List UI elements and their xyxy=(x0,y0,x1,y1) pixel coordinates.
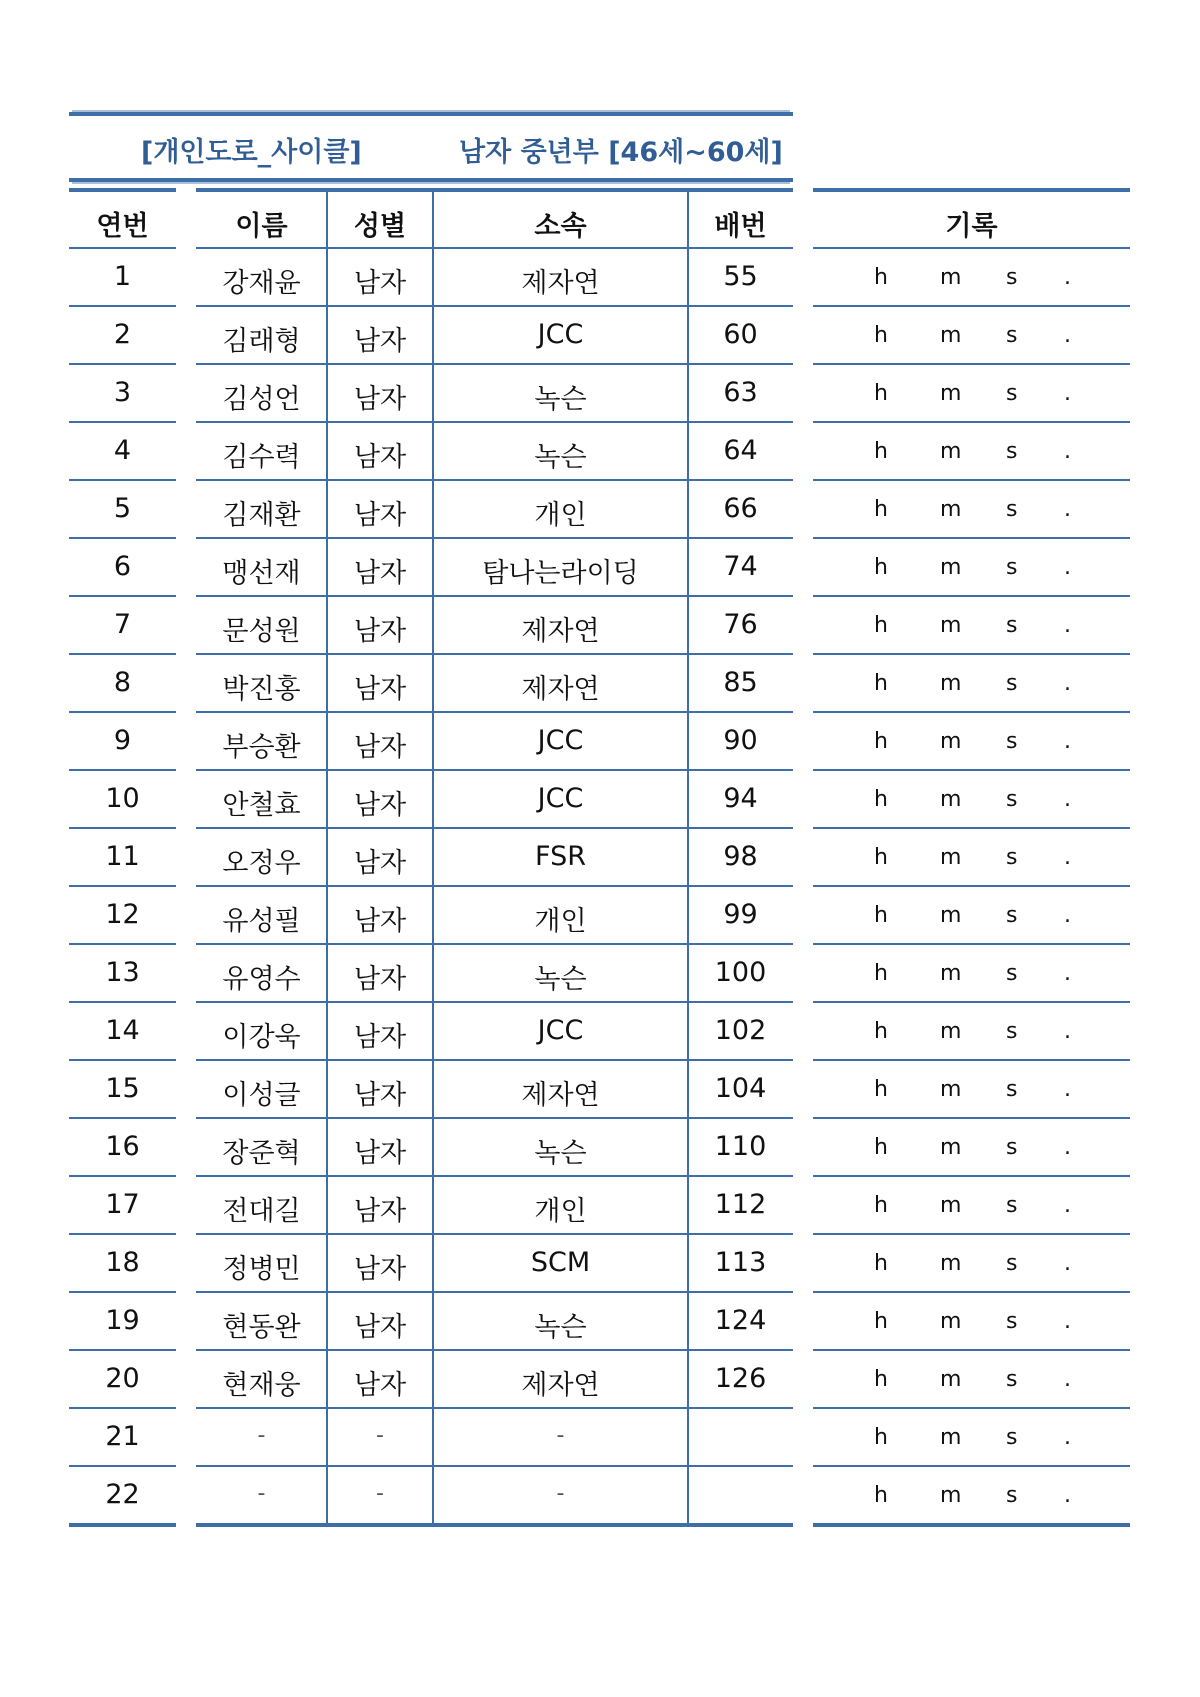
record-s-field[interactable]: s xyxy=(1006,671,1018,696)
row-divider xyxy=(69,1175,176,1177)
record-h-field[interactable]: h xyxy=(874,1019,888,1044)
cell-team: JCC xyxy=(537,319,584,350)
row-divider xyxy=(196,769,793,771)
row-divider xyxy=(813,827,1130,829)
record-s-field[interactable]: s xyxy=(1006,845,1018,870)
cell-team: 제자연 xyxy=(521,1080,600,1111)
record-m-field[interactable]: m xyxy=(940,787,962,812)
record-s-field[interactable]: s xyxy=(1006,1367,1018,1392)
record-dot-field[interactable]: . xyxy=(1064,555,1071,580)
header-record: 기록 xyxy=(945,211,998,242)
cell-bib: 113 xyxy=(714,1247,767,1278)
cell-gender: 남자 xyxy=(353,326,407,357)
cell-team: - xyxy=(556,1423,565,1448)
cell-team: 제자연 xyxy=(521,268,600,299)
cell-name: 오정우 xyxy=(222,848,301,879)
cell-team: 녹슨 xyxy=(534,442,587,473)
record-h-field[interactable]: h xyxy=(874,1309,888,1334)
row-divider xyxy=(69,1291,176,1293)
cell-bib: 85 xyxy=(723,667,758,698)
cell-team: 개인 xyxy=(534,1196,587,1227)
cell-no: 13 xyxy=(105,957,140,988)
record-dot-field[interactable]: . xyxy=(1064,1425,1071,1450)
record-s-field[interactable]: s xyxy=(1006,1251,1018,1276)
record-s-field[interactable]: s xyxy=(1006,1193,1018,1218)
row-divider xyxy=(813,1175,1130,1177)
record-h-field[interactable]: h xyxy=(874,1425,888,1450)
cell-team: SCM xyxy=(530,1247,591,1278)
row-divider xyxy=(196,827,793,829)
record-dot-field[interactable]: . xyxy=(1064,961,1071,986)
event-title: [개인도로_사이클] xyxy=(141,137,362,168)
cell-bib: 126 xyxy=(714,1363,767,1394)
cell-name: 박진홍 xyxy=(222,674,301,705)
cell-name: - xyxy=(257,1481,266,1506)
cell-gender: - xyxy=(376,1481,384,1506)
cell-team: FSR xyxy=(535,841,586,872)
record-s-field[interactable]: s xyxy=(1006,265,1018,290)
cell-gender: 남자 xyxy=(353,906,407,937)
cell-no: 18 xyxy=(105,1247,140,1278)
row-divider xyxy=(813,247,1130,249)
record-m-field[interactable]: m xyxy=(940,903,962,928)
row-divider xyxy=(69,943,176,945)
cell-bib: 90 xyxy=(723,725,758,756)
cell-no: 9 xyxy=(113,725,132,756)
record-s-field[interactable]: s xyxy=(1006,1135,1018,1160)
row-divider xyxy=(196,1001,793,1003)
row-divider xyxy=(69,363,176,365)
cell-team: 녹슨 xyxy=(534,384,587,415)
row-divider xyxy=(813,653,1130,655)
row-divider xyxy=(69,595,176,597)
record-dot-field[interactable]: . xyxy=(1064,671,1071,696)
record-dot-field[interactable]: . xyxy=(1064,1135,1071,1160)
record-s-field[interactable]: s xyxy=(1006,1019,1018,1044)
row-divider xyxy=(69,421,176,423)
header-bib: 배번 xyxy=(714,211,767,242)
row-divider xyxy=(196,363,793,365)
row-divider xyxy=(196,1349,793,1351)
cell-name: 문성원 xyxy=(222,616,301,647)
record-s-field[interactable]: s xyxy=(1006,1483,1018,1508)
cell-team: 개인 xyxy=(534,906,587,937)
cell-name: 김재환 xyxy=(222,500,301,531)
cell-gender: 남자 xyxy=(353,268,407,299)
cell-name: 맹선재 xyxy=(222,558,301,589)
row-divider xyxy=(196,885,793,887)
record-m-field[interactable]: m xyxy=(940,1367,962,1392)
row-divider xyxy=(69,479,176,481)
record-h-field[interactable]: h xyxy=(874,613,888,638)
cell-gender: 남자 xyxy=(353,790,407,821)
record-h-field[interactable]: h xyxy=(874,671,888,696)
cell-no: 5 xyxy=(113,493,132,524)
row-divider xyxy=(813,943,1130,945)
row-divider xyxy=(69,1349,176,1351)
record-m-field[interactable]: m xyxy=(940,613,962,638)
record-m-field[interactable]: m xyxy=(940,1251,962,1276)
cell-name: 강재윤 xyxy=(222,268,301,299)
row-divider xyxy=(69,769,176,771)
cell-bib: 99 xyxy=(723,899,758,930)
cell-gender: - xyxy=(376,1423,384,1448)
cell-gender: 남자 xyxy=(353,1080,407,1111)
record-s-field[interactable]: s xyxy=(1006,555,1018,580)
cell-gender: 남자 xyxy=(353,1312,407,1343)
cell-name: 김성언 xyxy=(222,384,301,415)
cell-team: JCC xyxy=(537,1015,584,1046)
row-divider xyxy=(196,943,793,945)
record-h-field[interactable]: h xyxy=(874,961,888,986)
record-h-field[interactable]: h xyxy=(874,1483,888,1508)
row-divider xyxy=(813,188,1130,192)
cell-name: 부승환 xyxy=(222,732,301,763)
row-divider xyxy=(196,247,793,249)
row-divider xyxy=(196,1059,793,1061)
record-m-field[interactable]: m xyxy=(940,961,962,986)
record-s-field[interactable]: s xyxy=(1006,439,1018,464)
record-h-field[interactable]: h xyxy=(874,323,888,348)
cell-no: 2 xyxy=(113,319,132,350)
cell-bib: 104 xyxy=(714,1073,767,1104)
record-h-field[interactable]: h xyxy=(874,265,888,290)
record-h-field[interactable]: h xyxy=(874,555,888,580)
cell-team: 제자연 xyxy=(521,674,600,705)
cell-team: 녹슨 xyxy=(534,964,587,995)
row-divider xyxy=(813,363,1130,365)
row-divider xyxy=(69,537,176,539)
row-divider xyxy=(813,769,1130,771)
cell-name: 현동완 xyxy=(222,1312,301,1343)
row-divider xyxy=(196,653,793,655)
cell-team: - xyxy=(556,1481,565,1506)
cell-no: 20 xyxy=(105,1363,140,1394)
cell-no: 1 xyxy=(113,261,132,292)
row-divider xyxy=(69,305,176,307)
record-dot-field[interactable]: . xyxy=(1064,903,1071,928)
row-divider xyxy=(196,1233,793,1235)
row-divider xyxy=(69,1059,176,1061)
cell-bib: 66 xyxy=(723,493,758,524)
record-h-field[interactable]: h xyxy=(874,729,888,754)
row-divider xyxy=(196,305,793,307)
row-divider xyxy=(69,1117,176,1119)
record-s-field[interactable]: s xyxy=(1006,1077,1018,1102)
record-h-field[interactable]: h xyxy=(874,1367,888,1392)
record-dot-field[interactable]: . xyxy=(1064,1483,1071,1508)
cell-name: 안철효 xyxy=(222,790,301,821)
record-h-field[interactable]: h xyxy=(874,1251,888,1276)
division-title: 남자 중년부 [46세~60세] xyxy=(459,137,783,168)
record-dot-field[interactable]: . xyxy=(1064,323,1071,348)
cell-gender: 남자 xyxy=(353,384,407,415)
record-m-field[interactable]: m xyxy=(940,1193,962,1218)
cell-team: 녹슨 xyxy=(534,1138,587,1169)
cell-no: 21 xyxy=(105,1421,140,1452)
cell-team: JCC xyxy=(537,783,584,814)
record-dot-field[interactable]: . xyxy=(1064,439,1071,464)
row-divider xyxy=(196,1175,793,1177)
row-divider xyxy=(813,1465,1130,1467)
cell-gender: 남자 xyxy=(353,848,407,879)
cell-no: 3 xyxy=(113,377,132,408)
row-divider xyxy=(196,1117,793,1119)
row-divider xyxy=(69,1001,176,1003)
cell-name: 김래형 xyxy=(222,326,301,357)
cell-bib: 64 xyxy=(723,435,758,466)
cell-no: 16 xyxy=(105,1131,140,1162)
row-divider xyxy=(69,1523,176,1527)
record-m-field[interactable]: m xyxy=(940,439,962,464)
record-s-field[interactable]: s xyxy=(1006,729,1018,754)
record-s-field[interactable]: s xyxy=(1006,1425,1018,1450)
cell-gender: 남자 xyxy=(353,442,407,473)
record-h-field[interactable]: h xyxy=(874,787,888,812)
record-dot-field[interactable]: . xyxy=(1064,787,1071,812)
cell-team: 제자연 xyxy=(521,616,600,647)
cell-no: 7 xyxy=(113,609,132,640)
record-h-field[interactable]: h xyxy=(874,845,888,870)
row-divider xyxy=(196,711,793,713)
record-dot-field[interactable]: . xyxy=(1064,1077,1071,1102)
row-divider xyxy=(69,653,176,655)
cell-gender: 남자 xyxy=(353,1370,407,1401)
record-dot-field[interactable]: . xyxy=(1064,729,1071,754)
row-divider xyxy=(813,1117,1130,1119)
record-m-field[interactable]: m xyxy=(940,729,962,754)
row-divider xyxy=(196,1523,793,1527)
cell-no: 4 xyxy=(113,435,132,466)
cell-no: 17 xyxy=(105,1189,140,1220)
header-name: 이름 xyxy=(235,211,288,242)
row-divider xyxy=(196,537,793,539)
record-h-field[interactable]: h xyxy=(874,439,888,464)
cell-gender: 남자 xyxy=(353,500,407,531)
record-s-field[interactable]: s xyxy=(1006,323,1018,348)
row-divider xyxy=(813,305,1130,307)
cell-no: 19 xyxy=(105,1305,140,1336)
record-m-field[interactable]: m xyxy=(940,1077,962,1102)
record-dot-field[interactable]: . xyxy=(1064,1251,1071,1276)
cell-gender: 남자 xyxy=(353,558,407,589)
cell-team: 개인 xyxy=(534,500,587,531)
cell-team: 녹슨 xyxy=(534,1312,587,1343)
record-dot-field[interactable]: . xyxy=(1064,1019,1071,1044)
record-m-field[interactable]: m xyxy=(940,1135,962,1160)
row-divider xyxy=(813,885,1130,887)
row-divider xyxy=(196,1465,793,1467)
cell-bib: 98 xyxy=(723,841,758,872)
cell-no: 12 xyxy=(105,899,140,930)
row-divider xyxy=(69,885,176,887)
record-s-field[interactable]: s xyxy=(1006,903,1018,928)
record-m-field[interactable]: m xyxy=(940,1309,962,1334)
cell-gender: 남자 xyxy=(353,1254,407,1285)
header-no: 연번 xyxy=(96,211,149,242)
cell-bib: 60 xyxy=(723,319,758,350)
row-divider xyxy=(813,1233,1130,1235)
record-dot-field[interactable]: . xyxy=(1064,1309,1071,1334)
record-m-field[interactable]: m xyxy=(940,381,962,406)
cell-name: 이강욱 xyxy=(222,1022,301,1053)
cell-name: 장준혁 xyxy=(222,1138,301,1169)
row-divider xyxy=(69,1407,176,1409)
record-s-field[interactable]: s xyxy=(1006,613,1018,638)
cell-name: 전대길 xyxy=(222,1196,301,1227)
cell-no: 14 xyxy=(105,1015,140,1046)
record-h-field[interactable]: h xyxy=(874,1135,888,1160)
header-gender: 성별 xyxy=(353,211,407,242)
record-m-field[interactable]: m xyxy=(940,497,962,522)
row-divider xyxy=(813,537,1130,539)
cell-gender: 남자 xyxy=(353,732,407,763)
row-divider xyxy=(813,1407,1130,1409)
cell-name: 정병민 xyxy=(222,1254,301,1285)
row-divider xyxy=(813,1349,1130,1351)
record-s-field[interactable]: s xyxy=(1006,787,1018,812)
cell-gender: 남자 xyxy=(353,964,407,995)
record-m-field[interactable]: m xyxy=(940,555,962,580)
row-divider xyxy=(69,247,176,249)
cell-team: 탐나는라이딩 xyxy=(482,558,639,589)
cell-gender: 남자 xyxy=(353,616,407,647)
row-divider xyxy=(69,1233,176,1235)
cell-team: 제자연 xyxy=(521,1370,600,1401)
record-h-field[interactable]: h xyxy=(874,1193,888,1218)
record-s-field[interactable]: s xyxy=(1006,961,1018,986)
row-divider xyxy=(196,1407,793,1409)
row-divider xyxy=(813,421,1130,423)
cell-no: 10 xyxy=(105,783,140,814)
cell-bib: 63 xyxy=(723,377,758,408)
record-m-field[interactable]: m xyxy=(940,323,962,348)
row-divider xyxy=(813,1291,1130,1293)
record-dot-field[interactable]: . xyxy=(1064,1367,1071,1392)
record-dot-field[interactable]: . xyxy=(1064,381,1071,406)
cell-bib: 100 xyxy=(714,957,767,988)
row-divider xyxy=(69,1465,176,1467)
record-h-field[interactable]: h xyxy=(874,497,888,522)
row-divider xyxy=(813,479,1130,481)
record-h-field[interactable]: h xyxy=(874,381,888,406)
row-divider xyxy=(196,421,793,423)
cell-team: JCC xyxy=(537,725,584,756)
cell-bib: 76 xyxy=(723,609,758,640)
cell-name: 유영수 xyxy=(222,964,301,995)
record-m-field[interactable]: m xyxy=(940,1425,962,1450)
cell-bib: 124 xyxy=(714,1305,767,1336)
row-divider xyxy=(69,188,176,192)
cell-name: 김수력 xyxy=(222,442,301,473)
row-divider xyxy=(813,1059,1130,1061)
cell-no: 6 xyxy=(113,551,132,582)
row-divider xyxy=(69,711,176,713)
cell-name: 현재웅 xyxy=(222,1370,301,1401)
record-h-field[interactable]: h xyxy=(874,903,888,928)
row-divider xyxy=(196,188,793,192)
cell-bib: 110 xyxy=(714,1131,767,1162)
record-dot-field[interactable]: . xyxy=(1064,613,1071,638)
cell-name: 이성글 xyxy=(222,1080,301,1111)
row-divider xyxy=(196,479,793,481)
cell-gender: 남자 xyxy=(353,1196,407,1227)
cell-no: 11 xyxy=(105,841,140,872)
cell-bib: 55 xyxy=(723,261,758,292)
header-team: 소속 xyxy=(534,211,587,242)
record-m-field[interactable]: m xyxy=(940,265,962,290)
record-s-field[interactable]: s xyxy=(1006,381,1018,406)
record-h-field[interactable]: h xyxy=(874,1077,888,1102)
row-divider xyxy=(813,1523,1130,1527)
cell-no: 22 xyxy=(105,1479,140,1510)
row-divider xyxy=(196,1291,793,1293)
title-banner xyxy=(69,112,793,182)
cell-gender: 남자 xyxy=(353,1022,407,1053)
record-dot-field[interactable]: . xyxy=(1064,497,1071,522)
cell-no: 8 xyxy=(113,667,132,698)
record-s-field[interactable]: s xyxy=(1006,1309,1018,1334)
row-divider xyxy=(813,595,1130,597)
record-dot-field[interactable]: . xyxy=(1064,1193,1071,1218)
record-m-field[interactable]: m xyxy=(940,1483,962,1508)
row-divider xyxy=(813,711,1130,713)
record-m-field[interactable]: m xyxy=(940,1019,962,1044)
row-divider xyxy=(69,827,176,829)
cell-bib: 112 xyxy=(714,1189,767,1220)
record-m-field[interactable]: m xyxy=(940,671,962,696)
cell-name: 유성필 xyxy=(222,906,301,937)
record-s-field[interactable]: s xyxy=(1006,497,1018,522)
cell-no: 15 xyxy=(105,1073,140,1104)
cell-bib: 94 xyxy=(723,783,758,814)
cell-bib: 102 xyxy=(714,1015,767,1046)
cell-bib: 74 xyxy=(723,551,758,582)
row-divider xyxy=(196,595,793,597)
record-m-field[interactable]: m xyxy=(940,845,962,870)
cell-gender: 남자 xyxy=(353,674,407,705)
record-dot-field[interactable]: . xyxy=(1064,265,1071,290)
row-divider xyxy=(813,1001,1130,1003)
record-dot-field[interactable]: . xyxy=(1064,845,1071,870)
cell-gender: 남자 xyxy=(353,1138,407,1169)
cell-name: - xyxy=(257,1423,266,1448)
